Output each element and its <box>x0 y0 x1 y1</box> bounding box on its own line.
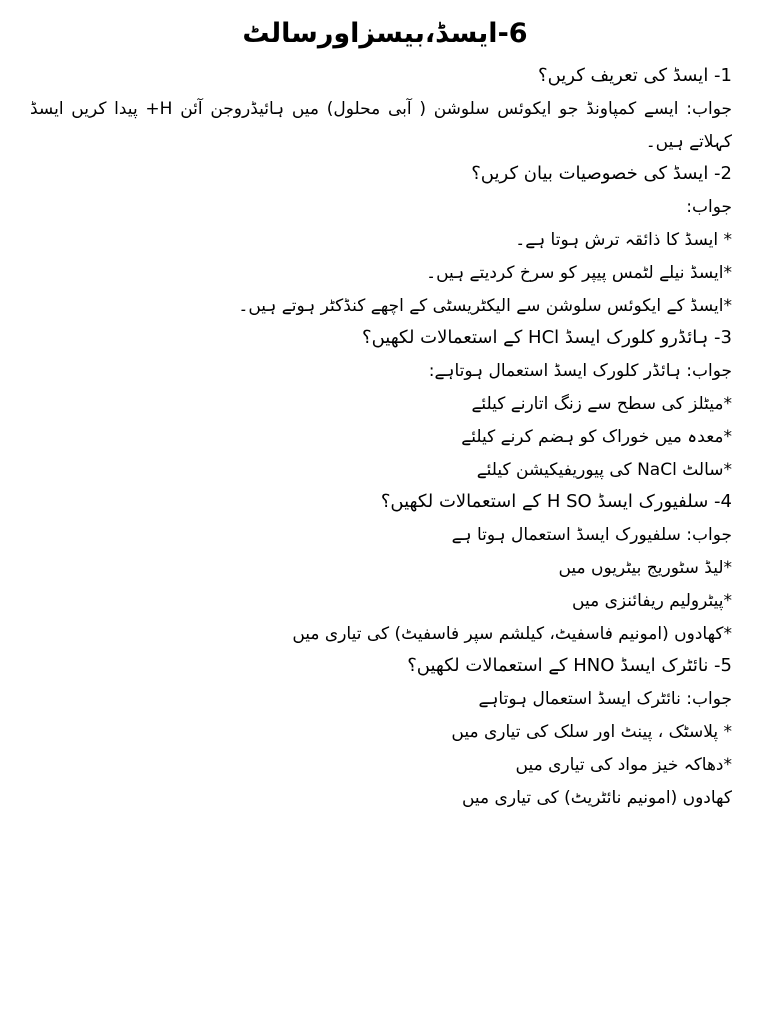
answer-3-point-2: *معدہ میں خوراک کو ہضم کرنے کیلئے <box>461 426 732 447</box>
answer-3-point-3: *سالٹ NaCl کی پیوریفیکیشن کیلئے <box>476 459 732 480</box>
document-body <box>30 60 732 814</box>
answer-5-point-2: *دھاکہ خیز مواد کی تیاری میں <box>515 754 732 775</box>
answer-2-point-1: * ایسڈ کا ذائقہ ترش ہوتا ہے۔ <box>515 229 732 250</box>
answer-1: جواب: ایسے کمپاونڈ جو ایکوئس سلوشن ( آبی محلول) میں ہائیڈروجن آئن H+ پیدا کریں ایسڈ کہلاتے ہیں۔ <box>30 98 732 152</box>
answer-5-label: جواب: نائٹرک ایسڈ استعمال ہوتاہے <box>478 689 732 710</box>
answer-2-label: جواب: <box>686 197 732 218</box>
answer-4-point-1: *لیڈ سٹوریج بیٹریوں میں <box>558 557 732 578</box>
question-3: 3- ہائڈرو کلورک ایسڈ HCl کے استعمالات لکھیں؟ <box>362 327 732 349</box>
answer-5-point-1: * پلاسٹک ، پینٹ اور سلک کی تیاری میں <box>451 721 732 742</box>
answer-3-label: جواب: ہائڈر کلورک ایسڈ استعمال ہوتاہے: <box>428 361 732 382</box>
question-5: 5- نائٹرک ایسڈ HNO کے استعمالات لکھیں؟ <box>407 655 732 677</box>
answer-4-point-2: *پیٹرولیم ریفائنزی میں <box>572 590 732 611</box>
answer-2-point-3: *ایسڈ کے ایکوئس سلوشن سے الیکٹریسٹی کے اچھے کنڈکٹر ہوتے ہیں۔ <box>238 295 732 316</box>
answer-4-point-3: *کھادوں (امونیم فاسفیٹ، کیلشم سپر فاسفیٹ) کی تیاری میں <box>292 623 732 644</box>
answer-5-point-3: کھادوں (امونیم نائٹریٹ) کی تیاری میں <box>461 787 732 808</box>
question-2: 2- ایسڈ کی خصوصیات بیان کریں؟ <box>471 163 732 185</box>
answer-3-point-1: *میٹلز کی سطح سے زنگ اتارنے کیلئے <box>471 393 732 414</box>
question-4: 4- سلفیورک ایسڈ H SO کے استعمالات لکھیں؟ <box>380 491 732 513</box>
document-title: 6-ایسڈ،بیسزاورسالٹ <box>242 18 528 49</box>
answer-4-label: جواب: سلفیورک ایسڈ استعمال ہوتا ہے <box>451 525 732 546</box>
question-1: 1- ایسڈ کی تعریف کریں؟ <box>538 65 732 86</box>
answer-2-point-2: *ایسڈ نیلے لٹمس پیپر کو سرخ کردیتے ہیں۔ <box>426 262 732 283</box>
